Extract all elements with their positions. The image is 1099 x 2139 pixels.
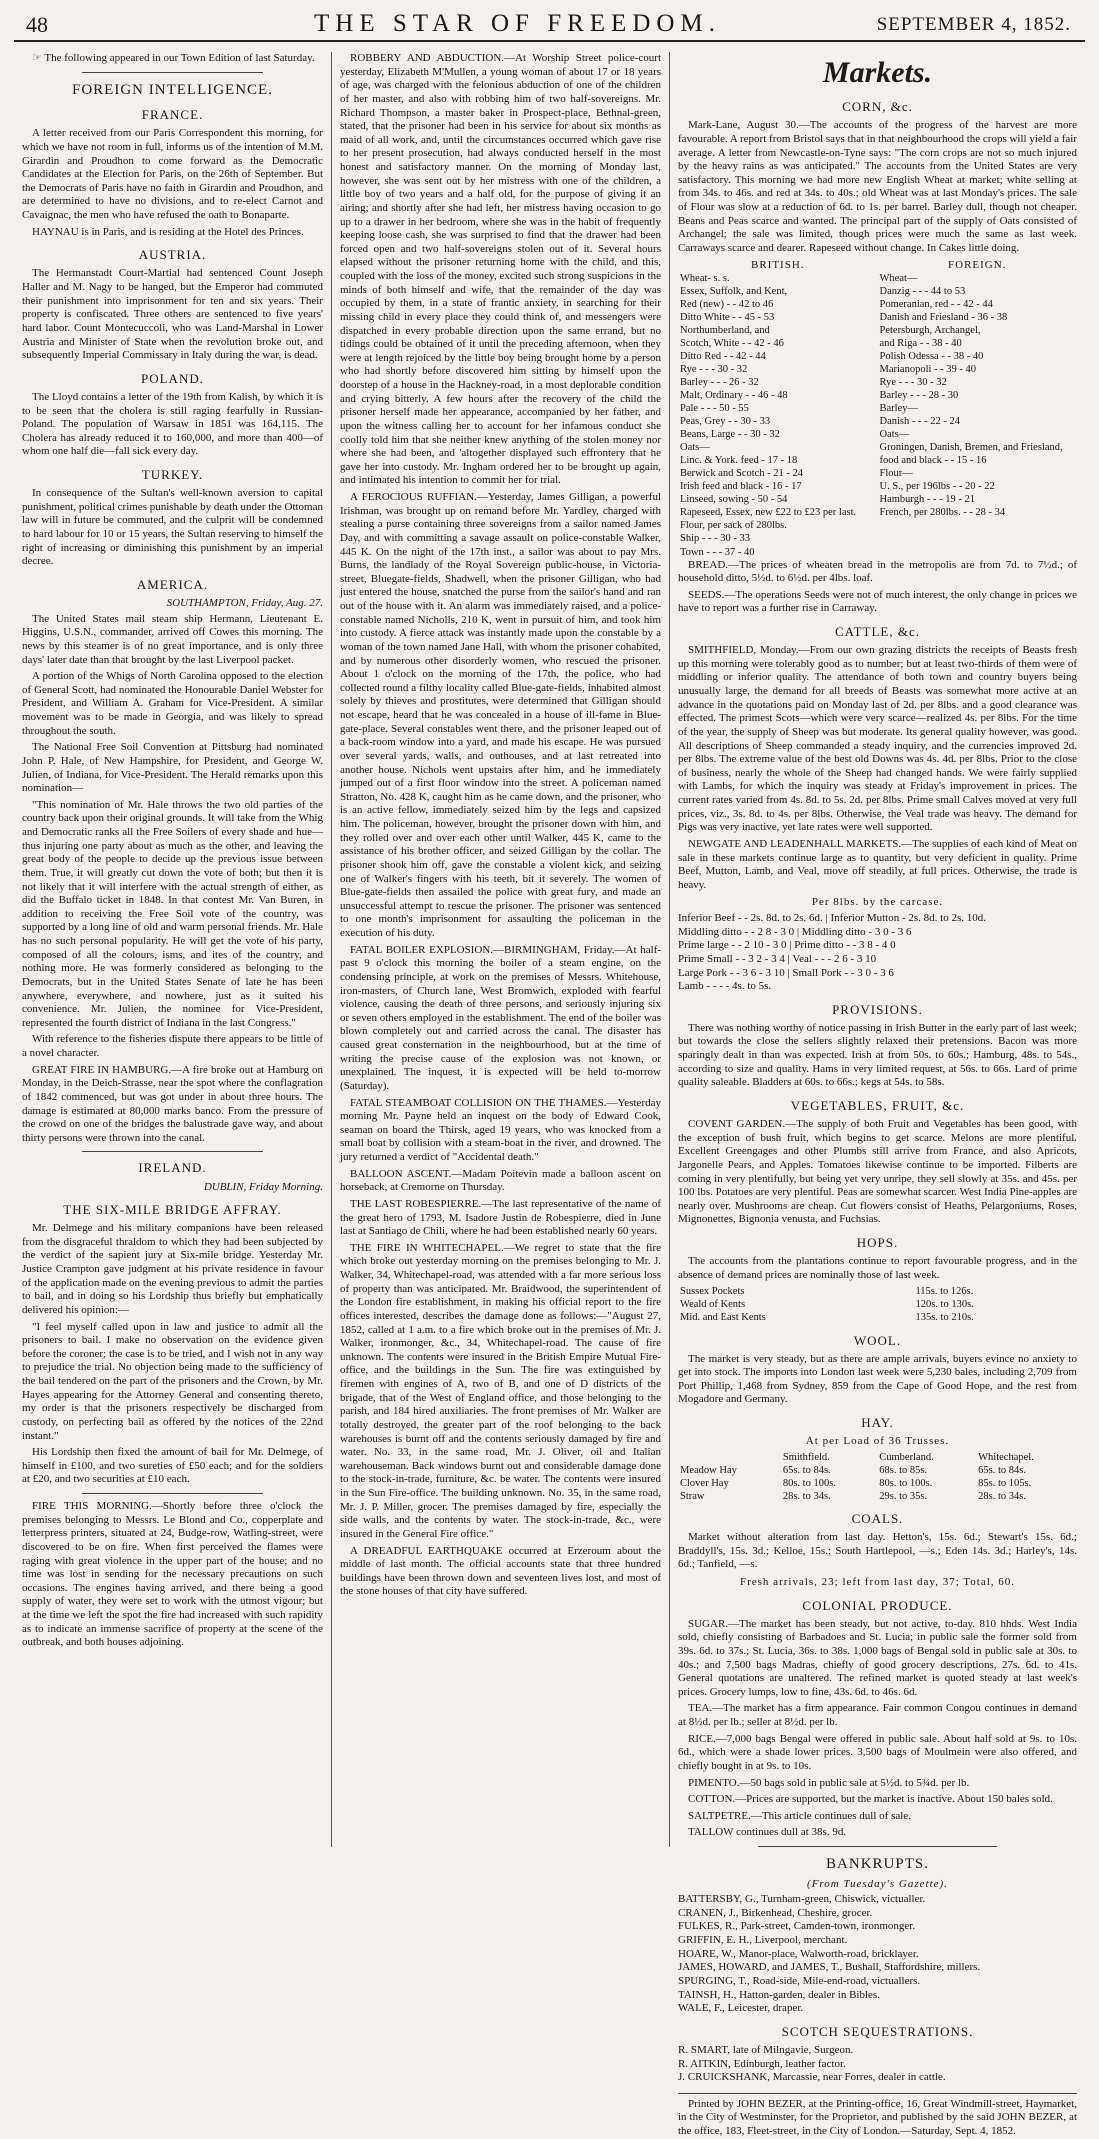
table-row xyxy=(678,1464,1077,1477)
price-row: Polish Odessa - - 38 - 40 xyxy=(879,351,984,363)
masthead xyxy=(14,8,1085,42)
gazette-subheading: (From Tuesday's Gazette). xyxy=(807,1877,948,1890)
table-cell: Straw xyxy=(680,1490,705,1502)
price-row: food and black - - 15 - 16 xyxy=(879,455,987,467)
price-row: Wheat- s. s. xyxy=(680,273,730,285)
table-cell: Whitechapel. xyxy=(978,1451,1034,1463)
article-paragraph: "This nomination of Mr. Hale throws the two old parties of the country back upon their original grounds. It will take from the Whig and Democratic ranks all the Free Soilers of every shade and hue—thus injuring one party about as much as the other, and leaving the great body of the people to decide up the previous issue between them. True, it will greatly cut down the vote of both; but then it is not likely that it will interfere with the actual strength of either, as did the Buffalo ticket in 1848. In that contest Mr. Van Buren, in addition to receiving the Free Soil vote of the country, was supported by a long line of old and warm personal friends. Mr. Hale has no such personal popularity. He will get the vote of his party, composed of all the colours, isms, and ites of the country, and nothing more. He was formerly considered as belonging to the Democrats, but in the United States Senate of late he has been anywhere, everywhere, and nowhere, just as it suited his convenience. Mr. Julien, the nominee for Vice-President, represented the fourth district of Indiana in the last Congress." xyxy=(22,798,323,1029)
price-row: Ditto White - - 45 - 53 xyxy=(680,312,775,324)
bankrupt-entry: GRIFFIN, E. H., Liverpool, merchant. xyxy=(678,1934,848,1947)
article-paragraph: COTTON.—Prices are supported, but the market is inactive. About 150 bales sold. xyxy=(688,1793,1053,1806)
article-paragraph: "I feel myself called upon in law and justice to admit all the prisoners to bail. I make no observation on the evidence given before the coroner; the case is to be tried, and I wish not in any way to prejudice the trial. No objection being made to the sufficiency of the bail tendered on the part of the prisoners and the Crown, by Mr. Hayes appearing for the Attorney General and consenting thereto, my order is that the prisoners respectively be discharged from custody, on perfecting bail as offered by the notices of the 22nd instant." xyxy=(22,1320,323,1442)
price-row: and Riga - - 38 - 40 xyxy=(879,338,962,350)
dateline: SOUTHAMPTON, Friday, Aug. 27. xyxy=(166,597,323,610)
hops-price-table xyxy=(678,1285,1077,1324)
table-cell: Weald of Kents xyxy=(680,1299,746,1311)
heading-scotch: SCOTCH SEQUESTRATIONS. xyxy=(781,2023,974,2039)
bankrupt-entry: SPURGING, T., Road-side, Mile-end-road, victuallers. xyxy=(678,1974,921,1987)
price-row: Red (new) - - 42 to 46 xyxy=(680,299,774,311)
article-paragraph: A FEROCIOUS RUFFIAN.—Yesterday, James Gilligan, a powerful Irishman, was brought up on remand before Mr. Yardley, charged with stealing a purse containing three sovereigns from a sailor named James Day, and with committing a savage assault on police-constable Walker, 445 K. On the night of the 17th inst., a sailor was about to pay Mrs. Burns, the landlady of the Royal Sovereign public-house, in Victoria-street, Bluegate-fields, Shadwell, when the prisoner Gilligan, who had just entered the house, snatched the purse from the sailor's hand and ran out of the house with it. An alarm was immediately raised, and a police-constable named Nicholls, 210 K, went in pursuit of him, and took him into custody. A fierce attack was instantly made upon the constable by a woman of the town named Jane Hall, with whom the prisoner cohabited, and by numerous other disorderly women, who rescued the prisoner. About 1 o'clock on the morning of the 17th, the police, who had collected round a filthy locality called Blue-gate-fields, inhabited almost solely by thieves and prostitutes, were determined that Gilligan should not escape, heard that he was concealed in a house of ill-fame in Blue-gate-place. Several constables went there, and the prisoner leaped out of a back-room window into a yard, and made his escape. He was pursued over several yards, walls, and outhouses, and at last retreated into another house. Nichols went upstairs after him, and he immediately jumped out of a first floor window into the street. A policeman named Stratton, No. 428 K, caught him as he came down, and the prisoner, who is an active fellow, immediately seized him by the legs and capsized him. The policeman, however, brought the prisoner down with him, and they rolled over and over each other until Walker, 445 K, came to the assistance of his brother officer, and seized Gilligan by the collar. The prisoner shook him off, gave the constable a violent kick, and seizing one of Walker's fingers with his teeth, bit it severely. The women of Blue-gate-fields then assailed the police with great fury, and made an unsuccessful attempt to rescue the prisoner. The prisoner was sentenced to one month's imprisonment for assaulting the policeman in the execution of his duty. xyxy=(340,491,661,939)
article-paragraph: NEWGATE AND LEADENHALL MARKETS.—The supplies of each kind of Meat on sale in these markets continue large as to quantity, but very deficient in quality. Prime Beef, Mutton, Lamb, and Veal, move off steadily, at full prices. Otherwise, the trade is heavy. xyxy=(678,837,1077,891)
heading-turkey: TURKEY. xyxy=(141,467,204,483)
meat-row: Inferior Beef - - 2s. 8d. to 2s. 6d. | Inferior Mutton - 2s. 8d. to 2s. 10d. xyxy=(678,912,987,924)
heading-coals: COALS. xyxy=(851,1510,904,1526)
table-cell: 68s. to 85s. xyxy=(879,1464,928,1476)
heading-austria: AUSTRIA. xyxy=(138,247,207,263)
price-row: Danzig - - - 44 to 53 xyxy=(879,286,966,298)
divider xyxy=(758,1846,997,1847)
price-row: Malt, Ordinary - - 46 - 48 xyxy=(680,390,788,402)
table-row xyxy=(678,1285,1077,1298)
table-row xyxy=(678,1490,1077,1503)
article-paragraph: Market without alteration from last day. Hetton's, 15s. 6d.; Stewart's 15s. 6d.; Braddyll's, 15s. 3d.; Kelloe, 15s.; South Hartlepool, —s.; Eden 14s. 3d.; Harley's, 14s. 6d.; Tanfield, —s. xyxy=(678,1531,1077,1571)
article-paragraph: In consequence of the Sultan's well-known aversion to capital punishment, political crimes punishable by death under the Ottoman law will in future be commuted, and the culprit will be condemned to hard labour for 10 or 15 years, the Sultan reserving to himself the right of increasing or diminishing this punishment by an imperial decree. xyxy=(22,487,323,568)
table-row xyxy=(678,1477,1077,1490)
price-row: Rapeseed, Essex, new £22 to £23 per last. xyxy=(680,507,857,519)
article-paragraph: His Lordship then fixed the amount of bail for Mr. Delmege, of himself in £100, and two sureties of £50 each; and for the soldiers at £20, and two securities at £10 each. xyxy=(22,1446,323,1486)
table-cell: Meadow Hay xyxy=(680,1464,737,1476)
price-row: Linseed, sowing - 50 - 54 xyxy=(680,494,788,506)
article-paragraph: SEEDS.—The operations Seeds were not of much interest, the only change in prices we have to report was a further rise in Carraway. xyxy=(678,588,1077,615)
heading-corn: CORN, &c. xyxy=(842,99,913,115)
british-label: BRITISH. xyxy=(750,258,805,271)
paper-title: THE STAR OF FREEDOM. xyxy=(314,10,721,37)
price-row: Marianopoli - - 39 - 40 xyxy=(879,364,977,376)
heading-hops: HOPS. xyxy=(856,1235,899,1251)
article-paragraph: FIRE THIS MORNING.—Shortly before three o'clock the premises belonging to Messrs. Le Blond and Co., copperplate and letterpress printers, situated at 24, Budge-row, Watling-street, were discovered to be on fire. When first perceived the flames were raging with great violence in the upper part of the house; and no time was lost in sending for the necessary precautions on such occasions. The engines having arrived, and there being a good supply of water, they were set to work with the utmost vigour; but at the time we left the spot the fire had increased with such rapidity as to indicate an immense sacrifice of property at the scene of the outbreak, and both houses adjoining. xyxy=(22,1500,323,1649)
divider xyxy=(82,72,263,73)
meat-row: Middling ditto - - 2 8 - 3 0 | Middling ditto - 3 0 - 3 6 xyxy=(678,925,912,938)
article-paragraph: The market is very steady, but as there are ample arrivals, buyers evince no anxiety to get into stock. The imports into London last week were 5,230 bales, including 2,709 from Port Phillip, 1,468 from Sydney, 859 from the Cape of Good Hope, and the rest from Mogadore and Germany. xyxy=(678,1352,1077,1406)
heading-ireland: IRELAND. xyxy=(138,1160,207,1176)
price-row: Flour— xyxy=(879,468,913,480)
table-cell: 85s. to 105s. xyxy=(978,1477,1032,1489)
price-row: Irish feed and black - 16 - 17 xyxy=(680,481,802,493)
price-row: Scotch, White - - 42 - 46 xyxy=(680,338,784,350)
sequestration-list xyxy=(678,2044,1077,2085)
table-cell: Smithfield. xyxy=(782,1451,830,1463)
dateline: DUBLIN, Friday Morning. xyxy=(203,1180,323,1193)
table-cell: 135s. to 210s. xyxy=(915,1312,974,1324)
price-row: U. S., per 196lbs - - 20 - 22 xyxy=(879,481,995,493)
divider xyxy=(82,1493,263,1494)
hay-price-table xyxy=(678,1451,1077,1503)
bankrupt-entry: FULKES, R., Park-street, Camden-town, ironmonger. xyxy=(678,1920,916,1933)
price-row: Petersburgh, Archangel, xyxy=(879,325,981,337)
table-cell: Mid. and East Kents xyxy=(680,1312,766,1324)
heading-vegetables: VEGETABLES, FRUIT, &c. xyxy=(790,1097,965,1113)
table-cell: 65s. to 84s. xyxy=(782,1464,831,1476)
bankrupt-entry: TAINSH, H., Hatton-garden, dealer in Bibles. xyxy=(678,1988,880,2001)
price-row: Beans, Large - - 30 - 32 xyxy=(680,429,780,441)
price-row: Wheat— xyxy=(879,273,918,285)
article-paragraph: COVENT GARDEN.—The supply of both Fruit and Vegetables has been good, with the exception of bush fruit, which begins to get scarce. Melons are more plentiful. Excellent Greengages and other Plumbs still arrive from France, and also Apricots, Jargonelle Pears, and Apples. Tomatoes likewise continue to be imported. Filberts are coming in very plentifully, but being yet very unripe, they sell slowly at 35s. and 45s. per 100 lbs. Potatoes are very plentiful. Peas are somewhat scarcer. West India Pine-apples are nearly over. Mushrooms are cheap. Cut flowers consist of Heaths, Pelargoniums, Roses, Mignonettes, Bignonia venusta, and Fuchsias. xyxy=(678,1118,1077,1226)
town-edition-notice: ☞ The following appeared in our Town Edition of last Saturday. xyxy=(32,52,315,64)
article-paragraph: TEA.—The market has a firm appearance. Fair common Congou continues in demand at 8½d. per lb.; seller at 8½d. per lb. xyxy=(678,1702,1077,1728)
article-paragraph: SUGAR.—The market has been steady, but not active, to-day. 810 hhds. West India sold, chiefly consisting of Barbadoes and St. Lucia; in public sale the former sold from 39s. 6d. to 37s.; St. Lucia, 36s. to 38s. 1,000 bags of Bengal sold in public sale at 30s. to 40s.; and 7,500 bags Madras, chiefly of good grocery descriptions, 27s. 6d. to 41s. General quotations are unaltered. The refined market is quoted steady at last week's prices. Grocery lumps, low to fine, 43s. 6d. to 46s. 6d. xyxy=(678,1617,1077,1698)
heading-colonial: COLONIAL PRODUCE. xyxy=(802,1597,953,1613)
price-row: Peas, Grey - - 30 - 33 xyxy=(680,416,771,428)
price-row: Ship - - - 30 - 33 xyxy=(680,533,750,545)
article-paragraph: TALLOW continues dull at 38s. 9d. xyxy=(688,1826,847,1839)
price-row: Rye - - - 30 - 32 xyxy=(680,364,748,376)
british-price-list xyxy=(678,272,878,558)
article-paragraph: The accounts from the plantations continue to report favourable progress, and in the absence of demand prices are nominally those of last week. xyxy=(678,1255,1077,1281)
article-paragraph: FATAL BOILER EXPLOSION.—BIRMINGHAM, Friday.—At half-past 9 o'clock this morning the boiler of a steam engine, on the condensing principle, at work on the premises of Messrs. Whitehouse, iron-masters, of Church lane, West Bromwich, exploded with fearful violence, causing the death of three persons, and seriously injuring six or seven others employed in the establishment. The end of the boiler was blown completely out and carried across the canal. The disaster has caused great consternation in the neighbourhood, but at the time of writing the precise cause of the explosion was not known, or unexplained. The inquest, it is expected will be held to-morrow (Saturday). xyxy=(340,943,661,1092)
heading-cattle: CATTLE, &c. xyxy=(834,624,920,640)
article-paragraph: BREAD.—The prices of wheaten bread in the metropolis are from 7d. to 7½d.; of household ditto, 5½d. to 6½d. per 4lbs. loaf. xyxy=(678,558,1077,585)
corn-price-table xyxy=(678,259,1077,559)
table-row xyxy=(678,1451,1077,1464)
hay-subheading: At per Load of 36 Trusses. xyxy=(805,1435,950,1448)
article-paragraph: A DREADFUL EARTHQUAKE occurred at Erzeroum about the middle of last month. The official accounts state that three hundred buildings have been thrown down and seventeen lives lost, and most of the stone houses of that city have suffered. xyxy=(340,1544,661,1598)
bankrupt-entry: WALE, F., Leicester, draper. xyxy=(678,2002,804,2015)
bankrupt-entry: CRANEN, J., Birkenhead, Cheshire, grocer. xyxy=(678,1906,873,1919)
price-row: Danish - - - 22 - 24 xyxy=(879,416,960,428)
meat-row: Large Pork - - 3 6 - 3 10 | Small Pork - - 3 0 - 3 6 xyxy=(678,966,894,979)
meat-row: Prime large - - 2 10 - 3 0 | Prime ditto - - 3 8 - 4 0 xyxy=(678,939,896,952)
table-row xyxy=(678,1298,1077,1311)
table-cell: 115s. to 126s. xyxy=(915,1286,974,1298)
article-paragraph: The Lloyd contains a letter of the 19th from Kalish, by which it is to be seen that the cholera is still raging fearfully in Russian-Poland. The population of Warsaw in 1851 was 164,115. The Cholera has already reduced it to 160,000, and more than 400—of whom one half die—fall sick every day. xyxy=(22,390,323,458)
price-row: Ditto Red - - 42 - 44 xyxy=(680,351,766,363)
article-paragraph: THE LAST ROBESPIERRE.—The last representative of the name of the great hero of 1793, M. Isadore Justin de Robespierre, died in June last at Santiago de Chili, where he had been established nearly 60 years. xyxy=(340,1197,661,1238)
heading-poland: POLAND. xyxy=(141,370,204,386)
price-row: Oats— xyxy=(680,442,710,454)
article-paragraph: There was nothing worthy of notice passing in Irish Butter in the early part of last week; but towards the close the sellers slightly relaxed their pretensions. Bacon was more sparingly dealt in than was expected. Irish at from 50s. to 60s.; Hamburg, 48s. to 54s., according to size and quality. Hams in very limited request, at 56s. to 66s. Lard of prime quality saleable. Bladders at 60s. to 66s.; kegs at 54s. to 58s. xyxy=(678,1021,1077,1089)
article-paragraph: GREAT FIRE IN HAMBURG.—A fire broke out at Hamburg on Monday, in the Deich-Strasse, near the spot where the conflagration of 1842 commenced, but was got under in about three hours. The damage is estimated at 80,000 marks banco. From the pressure of the crowd on one of the bridges the balustrade gave way, and about thirty persons were thrown into the canal. xyxy=(22,1063,323,1144)
price-row: Barley - - - 28 - 30 xyxy=(879,390,959,402)
price-row: Pomeranian, red - - 42 - 44 xyxy=(879,299,993,311)
printer-imprint xyxy=(678,2093,1077,2139)
table-cell: 80s. to 100s. xyxy=(879,1477,933,1489)
article-paragraph: SMITHFIELD, Monday.—From our own grazing districts the receipts of Beasts fresh up this morning were tolerably good as to number; but at least two-thirds of them were of middling or inferior quality. The attendance of both town and country buyers being unusually large, the demand for all breeds of Beasts was somewhat more active at an advance in the quotations paid on Monday last of 2d. per 8lbs. and a good clearance was effected. The primest Scots—which were very scarce—realized 4s. per 8lbs. For the time of the year, the supply of Sheep was but moderate. Its general quality however, was good. All descriptions of Sheep commanded a steady inquiry, and the currencies improved 2d. per 8lbs. The extreme value of the best old Downs was 4s. 4d. per 8lbs. Prior to the close of business, nearly the whole of the Sheep had changed hands. We were fairly supplied with Lambs, for which the inquiry was steady at Friday's improvement in prices. The current rates varied from 4s. 8d. to 5s. 2d. per 8lbs. Prime small Calves moved at very full prices, viz., 3s. 8d. to 4s. per 8lbs. Otherwise, the Veal trade was heavy. The demand for Pigs was very inactive, yet late rates were well supported. xyxy=(678,644,1077,834)
markets-title: Markets. xyxy=(822,56,933,89)
price-row: Flour, per sack of 280lbs. xyxy=(680,520,787,532)
article-paragraph: BALLOON ASCENT.—Madam Poitevin made a balloon ascent on horseback, at Cremorne on Thursday. xyxy=(340,1167,661,1194)
price-row: Barley - - - 26 - 32 xyxy=(680,377,759,389)
subheading-affray: THE SIX-MILE BRIDGE AFFRAY. xyxy=(63,1202,282,1218)
article-paragraph: With reference to the fisheries dispute there appears to be little of a novel character. xyxy=(22,1033,323,1060)
heading-america: AMERICA. xyxy=(136,576,209,592)
imprint-text: Printed by JOHN BEZER, at the Printing-office, 16, Great Windmill-street, Haymarket, in the City of Westminster, for the Proprietor, and published by the said JOHN BEZER, at the office, 183, Fleet-street, in the City of London.—Saturday, Sept. 4, 1852. xyxy=(678,2097,1077,2138)
article-paragraph: The Hermanstadt Court-Martial had sentenced Count Joseph Haller and M. Nagy to be hanged, but the Emperor had commuted their punishment into imprisonment for ten and six years. Their property is confiscated. Three others are sentenced to five years' hard labor. Count Montecuccoli, who was Land-Marshal in Lower Austria and Minister of State when the revolution broke out, and subsequently Imperial Commissary in Italy during the war, is dead. xyxy=(22,267,323,362)
article-paragraph: RICE.—7,000 bags Bengal were offered in public sale. About half sold at 9s. to 10s. 6d., which were a shade lower prices. 3,500 bags of Moulmein were also offered, and chiefly bought in at 9s. to 10s. xyxy=(678,1732,1077,1772)
coals-arrivals: Fresh arrivals, 23; left from last day, 37; Total, 60. xyxy=(739,1575,1016,1588)
article-paragraph: THE FIRE IN WHITECHAPEL.—We regret to state that the fire which broke out yesterday morning on the premises belonging to Mr. J. Walker, 34, Whitechapel-road, was attended with a far more serious loss of property than was anticipated. Mr. Braidwood, the superintendent of the London fire establishment, in making his official report to the fire offices interested, describes the damage done as follows:—"August 27, 1852, called at 1 a.m. to a fire which broke out in the premises of Mr. J. Walker, ironmonger, &c., 34, Whitechapel-road. The cause of fire unknown. The contents were insured in the British Empire Mutual Fire-office, and the buildings in the Sun. The fire was extinguished by firemen with engines of A, two of B, and one of D districts of the brigade, that of the West of England office, and those belonging to the parish, and 184 hired auxiliaries. The front premises of Mr. Walker are totally destroyed, the greater part of the roof belonging to the back warehouses is burnt off and the contents seriously damaged by fire and water. No. 33, in the same road, Mr. J. Oliver, oil and Italian warehouseman. Back windows burnt out and considerable damage done to the stock-in-trade, furniture, &c. be water. The contents were insured in the Sun Fire-office. The building unknown. No. 35, in the same road, Mr. J. P. Miller, grocer. The premises damaged by fire, especially the side walls, and the contents by water. The stock-in-trade, &c., were insured in the General Fire office." xyxy=(340,1241,661,1540)
column-2 xyxy=(332,52,670,1847)
heading-france: FRANCE. xyxy=(141,107,204,123)
price-row: Barley— xyxy=(879,403,918,415)
table-cell: 28s. to 34s. xyxy=(782,1490,831,1502)
article-paragraph: HAYNAU is in Paris, and is residing at the Hotel des Princes. xyxy=(32,225,304,238)
table-cell: 28s. to 34s. xyxy=(978,1490,1026,1502)
article-paragraph: Mark-Lane, August 30.—The accounts of the progress of the harvest are more favourable. A report from Bristol says that in that neighbourhood the crops will yield a fair average. A letter from Newcastle-on-Tyne says: "The corn crops are not so much injured by the heavy rains as was anticipated." The accounts from the United States are very satisfactory. This morning we had more new English Wheat at market; white selling at from 34s. to 46s. and red at 34s. to 40s.; old Wheat was at last Monday's prices. The sale of Flour was slow at a reduction of 6d. to 1s. per barrel. Barley dull, though not cheaper. Beans and Peas scarce and wanted. The principal part of the supply of Oats consisted of Archangel; the sale was limited, though prices were much the same as last week. Carraways scarce and dearer. Rapeseed without change. In Cakes little doing. xyxy=(678,119,1077,254)
column-1 xyxy=(14,52,332,1847)
table-cell: 29s. to 35s. xyxy=(879,1490,928,1502)
meat-table-header: Per 8lbs. by the carcase. xyxy=(811,896,944,909)
article-paragraph: Mr. Delmege and his military companions have been released from the disgraceful thraldom to which they had been subjected by the verdict of the sapient jury at Six-mile bridge. Yesterday Mr. Justice Crampton gave judgment at his private residence in favour of the application made on the evening previous to admit the parties to bail, and in doing so his Lordship thus briefly but emphatically delivered his opinion:— xyxy=(22,1222,323,1316)
bankrupt-entry: BATTERSBY, G., Turnham-green, Chiswick, victualler. xyxy=(678,1893,926,1906)
table-cell: 120s. to 130s. xyxy=(915,1299,974,1311)
price-row: French, per 280lbs. - - 28 - 34 xyxy=(879,507,1006,519)
divider xyxy=(82,1151,263,1152)
price-row: Danish and Friesland - 36 - 38 xyxy=(879,312,1008,324)
price-row: Hamburgh - - - 19 - 21 xyxy=(879,494,975,506)
meat-row: Prime Small - - 3 2 - 3 4 | Veal - - - 2 6 - 3 10 xyxy=(678,952,877,965)
price-row: Rye - - - 30 - 32 xyxy=(879,377,947,389)
heading-bankrupts: BANKRUPTS. xyxy=(826,1856,929,1872)
column-3 xyxy=(670,52,1085,2138)
section-heading-foreign: FOREIGN INTELLIGENCE. xyxy=(72,81,273,98)
article-paragraph: A portion of the Whigs of North Carolina opposed to the election of General Scott, had nominated the Honourable Daniel Webster for President, and William A. Graham for Vice-President. A similar movement was to be made in Georgia, and was likely to spread throughout the south. xyxy=(22,670,323,737)
article-paragraph: FATAL STEAMBOAT COLLISION ON THE THAMES.—Yesterday morning Mr. Payne held an inquest on the body of Edward Cook, seaman on board the Thirsk, aged 19 years, who was knocked from a small boat by collision with a steam-boat in the river, and drowned. The jury returned a verdict of "Accidental death." xyxy=(340,1096,661,1163)
price-row: Oats— xyxy=(879,429,910,441)
table-cell xyxy=(678,1451,781,1464)
price-row: Berwick and Scotch - 21 - 24 xyxy=(680,468,804,480)
table-cell: Sussex Pockets xyxy=(680,1286,745,1298)
price-row: Essex, Suffolk, and Kent, xyxy=(680,286,788,298)
price-row: Pale - - - 50 - 55 xyxy=(680,403,749,415)
table-cell: 65s. to 84s. xyxy=(978,1464,1026,1476)
price-row: Groningen, Danish, Bremen, and Friesland, xyxy=(879,442,1063,454)
page-number: 48 xyxy=(26,12,48,37)
table-cell: 80s. to 100s. xyxy=(782,1477,836,1489)
meat-row: Lamb - - - - 4s. to 5s. xyxy=(678,980,772,993)
article-paragraph: The National Free Soil Convention at Pittsburg had nominated John P. Hale, of New Hampshire, for President, and George W. Julien, of Indiana, for Vice-President. The Herald remarks upon this nomination— xyxy=(22,741,323,795)
foreign-label: FOREIGN. xyxy=(948,258,1007,271)
bankrupt-list xyxy=(678,1893,1077,2016)
article-paragraph: The United States mail steam ship Hermann, Lieutenant E. Higgins, U.S.N., commander, arrived off Cowes this morning. The news by this steamer is of no great importance, and is only three days' later date than that brought by the last Liverpool packet. xyxy=(22,612,323,666)
article-paragraph: SALTPETRE.—This article continues dull of sale. xyxy=(688,1809,911,1822)
table-cell: Cumberland. xyxy=(879,1451,934,1463)
sequestration-entry: R. AITKIN, Edinburgh, leather factor. xyxy=(678,2057,846,2070)
heading-hay: HAY. xyxy=(861,1415,894,1431)
sequestration-entry: R. SMART, late of Milngavie, Surgeon. xyxy=(678,2043,854,2056)
heading-provisions: PROVISIONS. xyxy=(832,1001,923,1017)
meat-price-list xyxy=(678,912,1077,994)
foreign-price-list xyxy=(878,272,1078,558)
issue-date: SEPTEMBER 4, 1852. xyxy=(876,14,1071,35)
sequestration-entry: J. CRUICKSHANK, Marcassie, near Forres, dealer in cattle. xyxy=(678,2071,946,2084)
article-paragraph: PIMENTO.—50 bags sold in public sale at 5½d. to 5¾d. per lb. xyxy=(688,1776,970,1789)
article-paragraph: ROBBERY AND ABDUCTION.—At Worship Street police-court yesterday, Elizabeth M'Mullen, a young woman of about 17 or 18 years of age, was charged with the felonious abduction of one of the children of her master, and also with robbing him of two half-sovereigns. Mr. Richard Thompson, a master baker in Prospect-place, Bethnal-green, stated, that the prisoner had been in his service for about six months as maid of all work, and, until the circumstances occurred which gave rise to her present prosecution, had always conducted herself in the most honest and satisfactory manner. On the morning of Monday last, however, she was sent out by her mistress with one of the children, a little boy of two years and a half old, for the purpose of giving it an airing; and shortly after she had left, her mistress having occasion to go up to a drawer in her bedroom, where she was in the habit of frequently keeping loose cash, she was surprised to find that the drawer had been forced open and two half-sovereigns stolen out of it. Several hours elapsed without the prisoner returning home with the child, and this, coupled with the loss of the money, excited such strong suspicions in the minds of both himself and wife, that the remainder of the day was occupied by them, in a state of frantic anxiety, in searching for their missing child in every place they could think of, and messengers were dispatched in every probable direction upon the same errand, but no tidings could be obtained of it until the preceding afternoon, when they were at length rejoiced by the little boy being brought home by a person who had shortly before discovered him sitting by himself upon the doorstep of a house in the Hackney-road, in a most deplorable condition and crying bitterly. A few hours after the recovery of the child the prisoner herself made her appearance, accompanied by her father, and upon the witness calling her to account for her infamous conduct she coolly told him that she neither knew anything of the stolen money nor where she had been, and 'altogether displayed such effrontery that he gave her into custody. Mr. Ingham ordered her to be brought up again, and intimated his intention to commit her for trial. xyxy=(340,52,661,487)
heading-wool: WOOL. xyxy=(853,1332,902,1348)
table-row xyxy=(678,1311,1077,1324)
bankrupt-entry: HOARE, W., Manor-place, Walworth-road, bricklayer. xyxy=(678,1947,919,1960)
price-row: Linc. & York. feed - 17 - 18 xyxy=(680,455,798,467)
article-paragraph: A letter received from our Paris Correspondent this morning, for which we have not room in full, informs us of the intention of M.M. Girardin and Proudhon to come forward as the Democratic Candidates at the Election for Paris, on the 26th of September. But the Democrats of Paris have no faith in Girardin and Proudhon, and are determined to have no divisions, and to re-elect Carnot and Cavaignac, the men who have refused the oath to Bonaparte. xyxy=(22,127,323,222)
price-row: Northumberland, and xyxy=(680,325,770,337)
bankrupt-entry: JAMES, HOWARD, and JAMES, T., Bushall, Staffordshire, millers. xyxy=(678,1961,981,1974)
price-row: Town - - - 37 - 40 xyxy=(680,546,755,558)
table-cell: Clover Hay xyxy=(680,1477,729,1489)
